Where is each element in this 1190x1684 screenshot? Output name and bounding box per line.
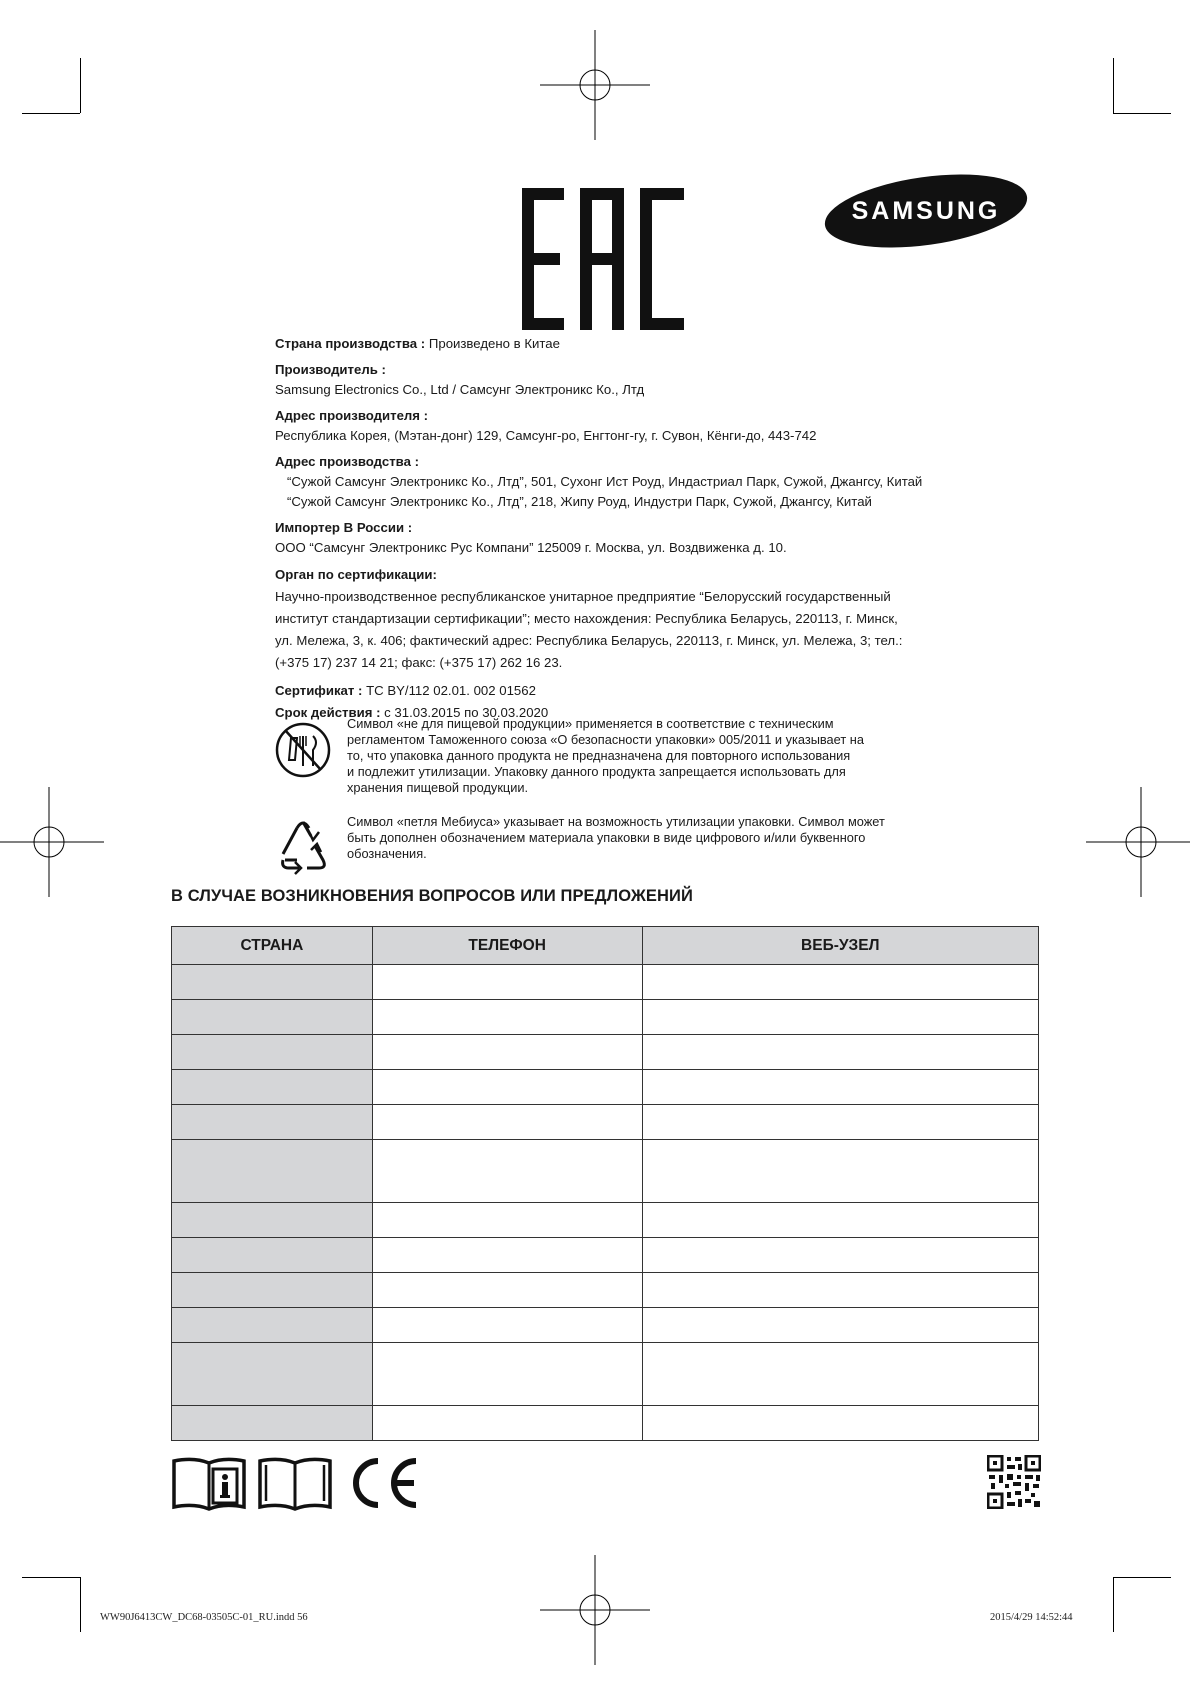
country-cell bbox=[172, 1070, 373, 1105]
phone-cell bbox=[372, 1000, 642, 1035]
file-name: WW90J6413CW_DC68-03505C-01_RU.indd 56 bbox=[100, 1612, 308, 1623]
phone-cell bbox=[372, 1406, 642, 1441]
validity-value: с 31.03.2015 по 30.03.2020 bbox=[384, 705, 549, 720]
cert-body-line: (+375 17) 237 14 21; факс: (+375 17) 262 16 23. bbox=[275, 655, 563, 670]
eac-mark bbox=[522, 188, 690, 330]
not-for-food-text bbox=[347, 716, 864, 796]
mobius-line: обозначения. bbox=[347, 846, 427, 861]
manufacturer bbox=[275, 360, 955, 400]
not-food-line: то, что упаковка данного продукта не предназначена для повторного использования bbox=[347, 748, 851, 763]
country-of-origin bbox=[275, 334, 955, 354]
not-food-line: Символ «не для пищевой продукции» применяется в соответствие с техническим bbox=[347, 716, 834, 731]
country-cell bbox=[172, 1273, 373, 1308]
certificate-label: Сертификат : bbox=[275, 683, 363, 698]
table-row bbox=[172, 1140, 1039, 1203]
not-food-line: хранения пищевой продукции. bbox=[347, 780, 529, 795]
table-header-row bbox=[172, 927, 1039, 965]
website-cell bbox=[642, 1105, 1038, 1140]
table-row bbox=[172, 1105, 1039, 1140]
country-cell bbox=[172, 1140, 373, 1203]
importer-value: ООО “Самсунг Электроникс Рус Компани” 125009 г. Москва, ул. Воздвиженка д. 10. bbox=[275, 540, 787, 555]
website-cell bbox=[642, 965, 1038, 1000]
contacts-heading: В СЛУЧАЕ ВОЗНИКНОВЕНИЯ ВОПРОСОВ ИЛИ ПРЕДЛОЖЕНИЙ bbox=[171, 887, 693, 905]
manufacturer-label: Производитель : bbox=[275, 362, 386, 377]
registration-mark-bottom bbox=[540, 1555, 650, 1665]
phone-cell bbox=[372, 1105, 642, 1140]
cert-body-label: Орган по сертификации: bbox=[275, 567, 437, 582]
manufacturer-info bbox=[275, 334, 955, 724]
recycle-mobius-icon bbox=[275, 814, 331, 880]
country-cell bbox=[172, 1000, 373, 1035]
not-for-food-symbol-row bbox=[275, 716, 955, 796]
cert-body-line: институт стандартизации сертификации”; место нахождения: Республика Беларусь, 220113, г. Минск, bbox=[275, 611, 898, 626]
cert-body-line: ул. Мележа, 3, к. 406; фактический адрес: Республика Беларусь, 220113, г. Минск, ул. Мележа, 3; тел.: bbox=[275, 633, 903, 648]
crop-mark-tl-h bbox=[22, 113, 80, 114]
crop-mark-tl-v bbox=[80, 58, 81, 113]
crop-mark-bl-v bbox=[80, 1577, 81, 1632]
certificate-value: ТС BY/112 02.01. 002 01562 bbox=[366, 683, 536, 698]
not-food-line: и подлежит утилизации. Упаковку данного продукта запрещается использовать для bbox=[347, 764, 846, 779]
crop-mark-br-h bbox=[1113, 1577, 1171, 1578]
website-cell bbox=[642, 1273, 1038, 1308]
table-row bbox=[172, 1070, 1039, 1105]
phone-cell bbox=[372, 965, 642, 1000]
country-cell bbox=[172, 1105, 373, 1140]
read-manual-icon bbox=[256, 1455, 334, 1511]
manufacturer-address-label: Адрес производителя : bbox=[275, 408, 429, 423]
website-cell bbox=[642, 1238, 1038, 1273]
production-address-1: “Сужой Самсунг Электроникс Ко., Лтд”, 501, Сухонг Ист Роуд, Индастриал Парк, Сужой, Джангсу, Китай bbox=[287, 474, 923, 489]
mobius-text bbox=[347, 814, 885, 862]
mobius-symbol-row bbox=[275, 814, 955, 880]
manufacturer-address-value: Республика Корея, (Мэтан-донг) 129, Самсунг-ро, Енгтонг-гу, г. Сувон, Кёнги-до, 443-742 bbox=[275, 428, 817, 443]
table-row bbox=[172, 1238, 1039, 1273]
country-label: Страна производства : bbox=[275, 336, 426, 351]
table-row bbox=[172, 1203, 1039, 1238]
country-value: Произведено в Китае bbox=[428, 336, 560, 351]
website-cell bbox=[642, 1035, 1038, 1070]
samsung-logo-text: SAMSUNG bbox=[851, 197, 1001, 225]
production-address-2: “Сужой Самсунг Электроникс Ко., Лтд”, 218, Жипу Роуд, Индустри Парк, Сужой, Джангсу, Китай bbox=[287, 494, 872, 509]
phone-cell bbox=[372, 1273, 642, 1308]
table-row bbox=[172, 965, 1039, 1000]
phone-cell bbox=[372, 1140, 642, 1203]
country-cell bbox=[172, 1308, 373, 1343]
table-row bbox=[172, 1000, 1039, 1035]
phone-cell bbox=[372, 1035, 642, 1070]
not-for-food-icon bbox=[275, 716, 331, 782]
phone-cell bbox=[372, 1238, 642, 1273]
website-cell bbox=[642, 1203, 1038, 1238]
country-cell bbox=[172, 1238, 373, 1273]
table-row bbox=[172, 1273, 1039, 1308]
registration-mark-left bbox=[0, 787, 104, 897]
importer bbox=[275, 518, 955, 558]
website-cell bbox=[642, 1308, 1038, 1343]
certificate bbox=[275, 680, 955, 702]
certification-body bbox=[275, 564, 955, 674]
crop-mark-br-v bbox=[1113, 1577, 1114, 1632]
website-cell bbox=[642, 1406, 1038, 1441]
print-timestamp: 2015/4/29 14:52:44 bbox=[990, 1612, 1073, 1623]
phone-cell bbox=[372, 1308, 642, 1343]
registration-mark-right bbox=[1086, 787, 1190, 897]
production-address-label: Адрес производства : bbox=[275, 454, 419, 469]
country-cell bbox=[172, 1035, 373, 1070]
qr-code bbox=[987, 1455, 1041, 1509]
table-row bbox=[172, 1406, 1039, 1441]
read-info-manual-icon bbox=[170, 1455, 248, 1511]
production-address bbox=[275, 452, 955, 512]
table-row bbox=[172, 1308, 1039, 1343]
contacts-table bbox=[171, 926, 1039, 1441]
website-cell bbox=[642, 1140, 1038, 1203]
crop-mark-tr-h bbox=[1113, 113, 1171, 114]
column-header-website: ВЕБ-УЗЕЛ bbox=[642, 927, 1038, 965]
samsung-logo bbox=[822, 173, 1030, 249]
country-cell bbox=[172, 1343, 373, 1406]
country-cell bbox=[172, 1406, 373, 1441]
registration-mark-top bbox=[540, 30, 650, 140]
crop-mark-tr-v bbox=[1113, 58, 1114, 113]
mobius-line: Символ «петля Мебиуса» указывает на возможность утилизации упаковки. Символ может bbox=[347, 814, 885, 829]
phone-cell bbox=[372, 1203, 642, 1238]
phone-cell bbox=[372, 1343, 642, 1406]
phone-cell bbox=[372, 1070, 642, 1105]
website-cell bbox=[642, 1000, 1038, 1035]
column-header-phone: ТЕЛЕФОН bbox=[372, 927, 642, 965]
website-cell bbox=[642, 1343, 1038, 1406]
website-cell bbox=[642, 1070, 1038, 1105]
importer-label: Импортер В России : bbox=[275, 520, 413, 535]
country-cell bbox=[172, 1203, 373, 1238]
country-cell bbox=[172, 965, 373, 1000]
table-row bbox=[172, 1343, 1039, 1406]
cert-body-line: Научно-производственное республиканское унитарное предприятие “Белорусский государственный bbox=[275, 589, 891, 604]
ce-mark bbox=[344, 1455, 422, 1511]
crop-mark-bl-h bbox=[22, 1577, 80, 1578]
not-food-line: регламентом Таможенного союза «О безопасности упаковки» 005/2011 и указывает на bbox=[347, 732, 864, 747]
validity-label: Срок действия : bbox=[275, 705, 381, 720]
column-header-country: СТРАНА bbox=[172, 927, 373, 965]
manufacturer-address bbox=[275, 406, 955, 446]
mobius-line: быть дополнен обозначением материала упаковки в виде цифрового и/или буквенного bbox=[347, 830, 866, 845]
table-row bbox=[172, 1035, 1039, 1070]
manufacturer-value: Samsung Electronics Co., Ltd / Самсунг Электроникс Ко., Лтд bbox=[275, 382, 645, 397]
